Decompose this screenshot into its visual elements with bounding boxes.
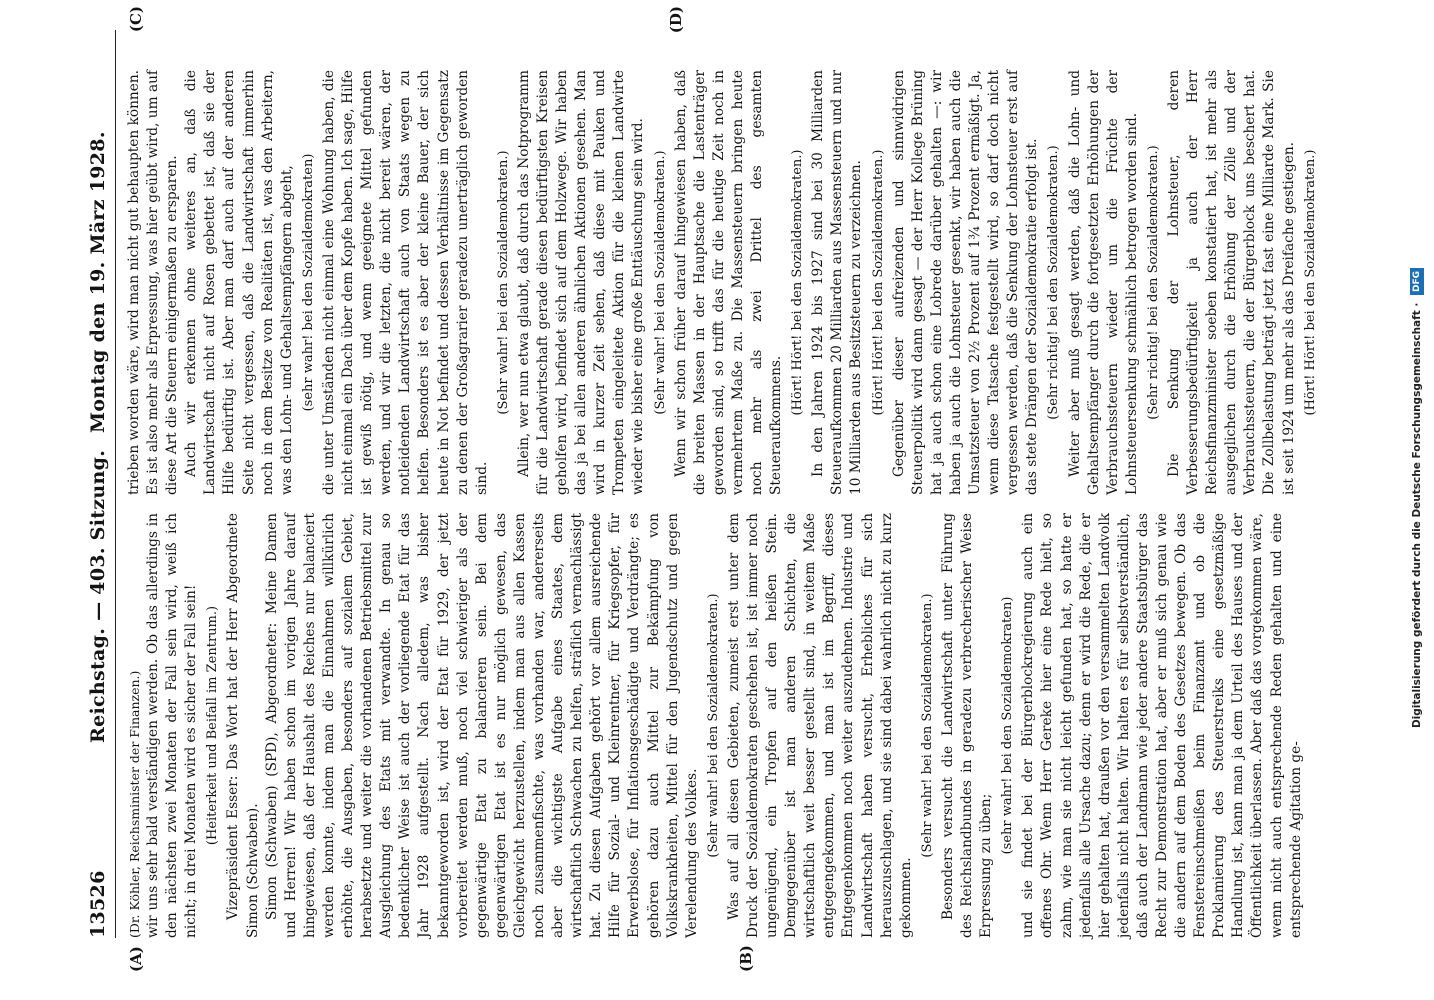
left-column-paragraph: Simon (Schwaben) (SPD), Abgeordneter: Meine Damen und Herren! Wir haben schon im vorigen Jahre darauf hingewiesen, daß der Haushalt des Reiches nur balanciert werden konnte, indem man die Einnahmen willkürlich erhöhte, die Ausgaben, besonders auf sozialem Gebiet, herabsetzte und weiter die vorhandenen Betriebsmittel zur Ausgleichung des Etats mit verwandte. In genau so bedenklicher Weise ist auch der vorliegende Etat für das Jahr 1928 aufgestellt. Nach alledem, was bisher bekanntgeworden ist, wird der Etat für 1929, der jetzt vorbereitet werden muß, noch viel schwieriger als der gegenwärtige Etat zu balancieren sein. Bei dem gegenwärtigen Etat ist es nur möglich gewesen, das Gleichgewicht herzustellen, indem man aus allen Kassen noch zusammenfischte, was vorhanden war, andererseits aber die wichtigste Aufgabe eines Staates, dem wirtschaftlich Schwachen zu helfen, sträflich vernachlässigt hat. Zu diesen Aufgaben gehört vor allem ausreichende Hilfe für Sozial- und Kleinrentner, für Kriegsopfer, für Erwerbslose, für Inflationsgeschädigte und Verdrängte; es gehören dazu auch Mittel zur Bekämpfung von Volkskrankheiten, Mittel für den Jugendschutz und gegen Verelendung des Volkes. (263, 513, 700, 938)
right-column-paragraph: Gegenüber dieser aufreizenden und sinnwidrigen Steuerpolitik wird dann gesagt — der Herr Kollege Brüning hat ja auch schon eine Lobrede darüber gehalten —: wir haben ja auch die Lohnsteuer gesenkt, wir haben auch die Umsatzsteuer von 2½ Prozent auf 1¾ Prozent ermäßigt. Ja, wenn diese Tatsache festgestellt wird, so darf doch nicht vergessen werden, daß die Senkung der Lohnsteuer erst auf das stete Drängen der Sozialdemokratie erfolgt ist. (890, 70, 1041, 495)
left-column-paragraph: und sie findet bei der Bürgerblockregierung auch ein offenes Ohr. Wenn Herr Gereke hier eine Rede hielt, so zahm, wie man sie nicht leicht gefunden hat, so hatte er jedenfalls alle Ursache dazu; denn er wird die Rede, die er hier gehalten hat, draußen vor den versammelten Landvolk jedenfalls nicht halten. Wir halten es für selbstverständlich, daß auch der Landmann wie jeder andere Staatsbürger das Recht zur Demonstration hat, aber er muß sich genau wie die andern auf dem Boden des Gesetzes bewegen. Ob das Fenstereinschmeißen beim Finanzamt und ob die Proklamierung des Steuerstreiks eine gesetzmäßige Handlung ist, kann man ja dem Urteil des Hauses und der Öffentlichkeit überlassen. Aber daß das vorgekommen wäre, wenn nicht auch entsprechende Reden gehalten und eine entsprechende Agitation ge- (1020, 513, 1304, 938)
session-date: Montag den 19. März 1928. (87, 131, 109, 433)
left-column (125, 513, 1306, 938)
left-column-paragraph: Vizepräsident Esser: Das Wort hat der Herr Abgeordnete Simon (Schwaben). (225, 513, 261, 938)
right-column-paragraph: (Sehr richtig! bei den Sozialdemokraten.) (1145, 145, 1161, 420)
left-column-paragraph: wir uns sehr bald verständigen werden. Ob das allerdings in den nächsten zwei Monaten der Fall sein wird, weiß ich nicht; in drei Monaten wird es sicher der Fall sein! (145, 513, 200, 938)
left-column-paragraph: (sehr wahr! bei den Sozialdemokraten) (1000, 596, 1016, 855)
credit-text: Digitalisierung gefördert durch die Deutsche Forschungsgemeinschaft · (1411, 302, 1423, 729)
left-column-paragraph: Besonders versucht die Landwirtschaft unter Führung des Reichslandbundes in geradezu verbrecherischer Weise Erpressung zu üben; (939, 513, 995, 938)
left-column-paragraph: Was auf all diesen Gebieten, zumeist erst unter dem Druck der Sozialdemokraten geschehen ist, ist immer noch ungenügend, ein Tropfen auf den heißen Stein. Demgegenüber ist man anderen Schichten, die wirtschaftlich weit besser gestellt sind, in weitem Maße entgegengekommen, und man ist im Begriff, dieses Entgegenkommen noch weiter auszudehnen. Industrie und Landwirtschaft haben versucht, Erhebliches für sich herauszuschlagen, und sie sind dabei wahrlich nicht zu kurz gekommen. (725, 513, 914, 938)
right-column-paragraph: (sehr wahr! bei den Sozialdemokraten) (300, 153, 316, 412)
right-column-paragraph: (Sehr wahr! bei den Sozialdemokraten.) (652, 150, 668, 415)
right-column-paragraph: Auch wir erkennen ohne weiteres an, daß die Landwirtschaft nicht auf Rosen gebettet ist, daß sie der Hilfe bedürftig ist. Aber man darf auch auf der anderen Seite nicht vergessen, daß die Landwirtschaft immerhin noch in dem Besitze von Realitäten ist, was den Arbeitern, was den Lohn- und Gehaltsempfängern abgeht, (183, 70, 295, 495)
right-column-paragraph: (Sehr richtig! bei den Sozialdemokraten.) (1046, 145, 1062, 420)
left-column-paragraph: (Sehr wahr! bei den Sozialdemokraten.) (705, 593, 721, 858)
margin-marker-d: (D) (667, 6, 685, 34)
margin-marker-a: (A) (127, 946, 145, 972)
right-column-paragraph: (Sehr wahr! bei den Sozialdemokraten.) (495, 150, 511, 415)
left-column-paragraph: (Sehr wahr! bei den Sozialdemokraten.) (919, 593, 935, 858)
session-title: Reichstag. — 403. Sitzung. (87, 449, 109, 743)
right-column-paragraph: Weiter aber muß gesagt werden, daß die Lohn- und Gehaltsempfänger durch die fortgesetzten Erhöhungen der Verbrauchssteuern wieder um die Früchte der Lohnsteuersenkung schmählich betrogen worden sind. (1066, 70, 1140, 495)
right-column-paragraph: Die Senkung der Lohnsteuer, deren Verbesserungsbedürftigkeit ja auch der Herr Reichsfinanzminister soeben konstatiert hat, ist mehr als ausgeglichen durch die Erhöhung der Zölle und der Verbrauchssteuern, die der Bürgerblock uns beschert hat. Die Zollbelastung beträgt jetzt fast eine Milliarde Mark. Sie ist seit 1924 um mehr als das Dreifache gestiegen. (1165, 70, 1297, 495)
page-number: 13526 (87, 870, 109, 938)
right-column-paragraph: Wenn wir schon früher darauf hingewiesen haben, daß die breiten Massen in der Hauptsache die Lastenträger geworden sind, so trifft das für die heutige Zeit noch in vermehrtem Maße zu. Die Massensteuern bringen heute noch mehr als zwei Drittel des gesamten Steueraufkommens. (672, 70, 785, 495)
right-column (125, 70, 1322, 495)
margin-marker-b: (B) (737, 945, 755, 972)
page-header (81, 30, 116, 938)
dfg-logo: DFG (1410, 268, 1424, 295)
margin-marker-c: (C) (127, 6, 145, 33)
right-column-paragraph: (Hört! Hört! bei den Sozialdemokraten.) (1302, 149, 1318, 416)
right-column-paragraph: trieben worden wäre, wird man nicht gut behaupten können. Es ist also mehr als Erpressung, was hier geübt wird, um auf diese Art die Steuern einigermaßen zu ersparen. (126, 70, 181, 495)
right-column-paragraph: (Hört! Hört! bei den Sozialdemokraten.) (790, 149, 806, 416)
right-column-paragraph: die unter Umständen nicht einmal eine Wohnung haben, die nicht einmal ein Dach über dem Kopfe haben. Ich sage, Hilfe ist gewiß nötig, und wenn geeignete Mittel gefunden werden, und wir die letzten, die nicht bereit wären, der notleidenden Landwirtschaft auch von Staats wegen zu helfen. Besonders ist es aber der kleine Bauer, der sich heute in Not befindet und dessen Verhältnisse im Gegensatz zu denen der Großagrarier geradezu unerträglich geworden sind. (320, 70, 490, 495)
right-column-paragraph: Allein, wer nun etwa glaubt, daß durch das Notprogramm für die Landwirtschaft gerade diesen bedürftigsten Kreisen geholfen wird, befindet sich auf dem Holzwege. Wir haben das ja bei allen anderen ähnlichen Aktionen gesehen. Man wird in kurzer Zeit sehen, daß diese mit Pauken und Trompeten eingeleitete Aktion für die kleinen Landwirte wieder wie bisher eine große Enttäuschung sein wird. (515, 70, 647, 495)
right-column-paragraph: (Hört! Hört! bei den Sozialdemokraten.) (870, 149, 886, 416)
right-column-paragraph: In den Jahren 1924 bis 1927 sind bei 30 Milliarden Steueraufkommen 20 Milliarden aus Massensteuern und nur 10 Milliarden aus Besitzsteuern zu verzeichnen. (810, 70, 865, 495)
document-page (67, 0, 1367, 1000)
left-column-paragraph: (Dr. Köhler, Reichsminister der Finanzen.) (127, 670, 142, 938)
digitization-credit (1404, 8, 1430, 988)
left-column-paragraph: (Heiterkeit und Beifall im Zentrum.) (205, 605, 221, 846)
